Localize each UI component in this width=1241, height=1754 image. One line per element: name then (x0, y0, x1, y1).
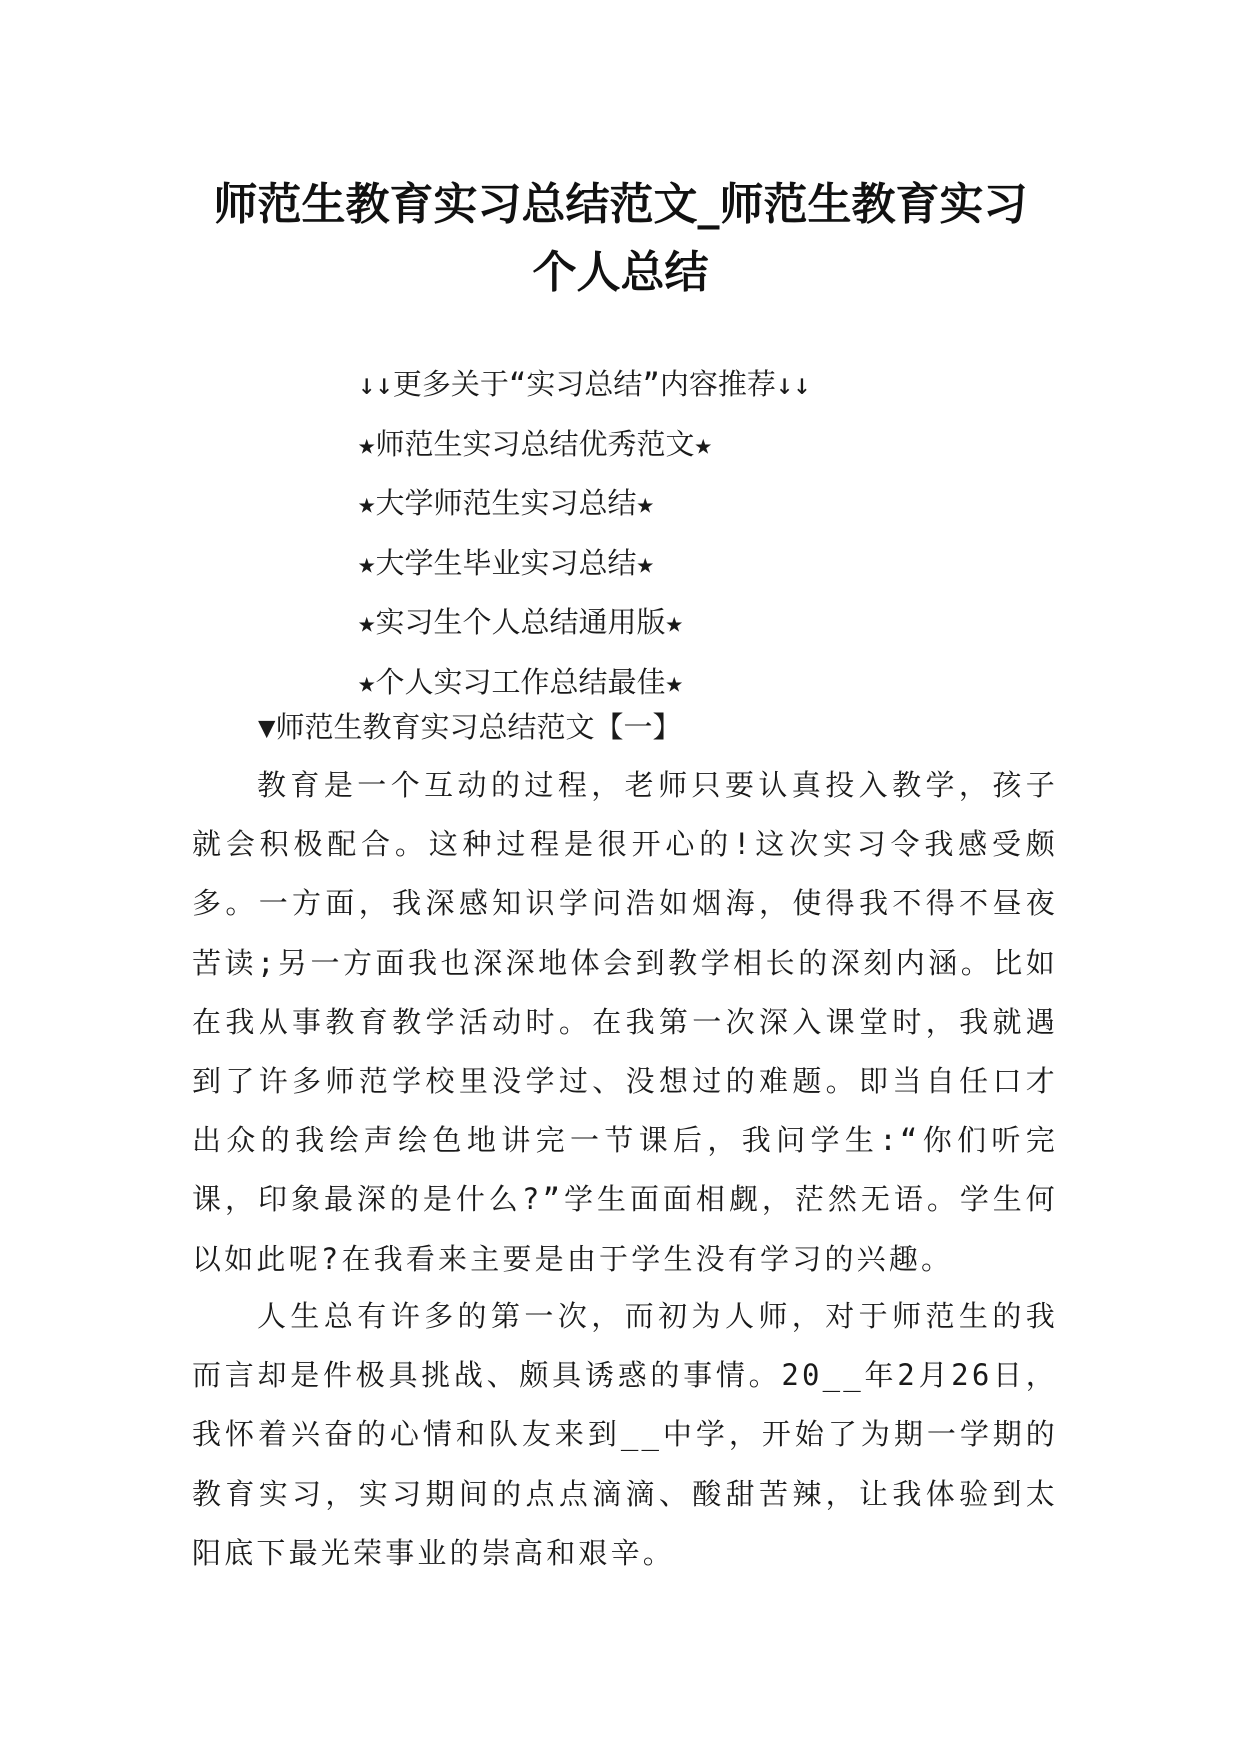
recommendation-link[interactable]: ★大学生毕业实习总结★ (358, 545, 654, 580)
recommendation-link[interactable]: ★师范生实习总结优秀范文★ (358, 426, 712, 461)
recommendation-link[interactable]: ★大学师范生实习总结★ (358, 486, 654, 520)
body-paragraph: 教育是一个互动的过程，老师只要认真投入教学，孩子就会积极配合。这种过程是很开心的!这次实习令我感受颇多。一方面，我深感知识学问浩如烟海，使得我不得不昼夜苦读;另一方面我也深深地体会到教学相长的深刻内涵。比如在我从事教育教学活动时。在我第一次深入课堂时，我就遇到了许多师范学校里没学过、没想过的难题。即当自任口才出众的我绘声绘色地讲完一节课后，我问学生:“你们听完课，印象最深的是什么?”学生面面相觑，茫然无语。学生何以如此呢?在我看来主要是由于学生没有学习的兴趣。 (192, 768, 1058, 1276)
recommendation-link[interactable]: ★个人实习工作总结最佳★ (358, 664, 683, 699)
recommendation-link[interactable]: ★实习生个人总结通用版★ (358, 605, 683, 639)
body-paragraph: 人生总有许多的第一次，而初为人师，对于师范生的我而言却是件极具挑战、颇具诱惑的事情。20__年2月26日，我怀着兴奋的心情和队友来到__中学，开始了为期一学期的教育实习，实习期间的点点滴滴、酸甜苦辣，让我体验到太阳底下最光荣事业的崇高和艰辛。 (192, 1299, 1058, 1570)
document-title (150, 171, 1091, 307)
recommendation-list (358, 355, 998, 712)
title-line-1: 师范生教育实习总结范文_师范生教育实习 (213, 179, 1028, 231)
recommendation-header: ↓↓更多关于“实习总结”内容推荐↓↓ (358, 367, 811, 401)
title-line-2: 个人总结 (532, 247, 709, 299)
section-heading: ▼师范生教育实习总结范文【一】 (258, 710, 682, 744)
